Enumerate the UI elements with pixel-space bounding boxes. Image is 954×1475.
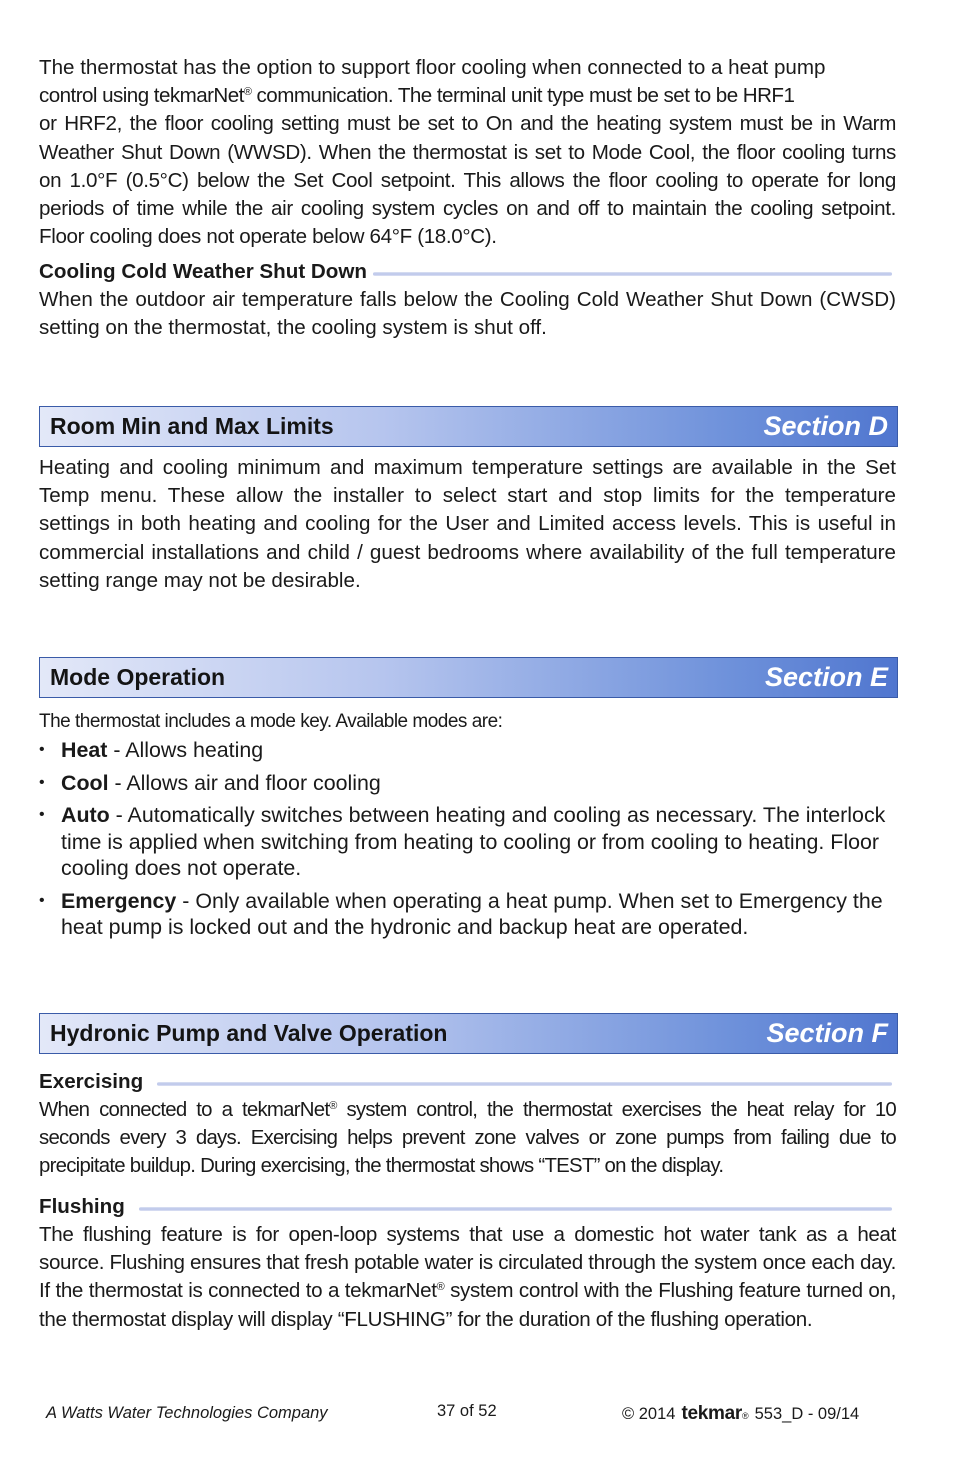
flushing-text-a: The flushing feature is for open-loop systems that use a domestic hot water tank as a heat source. Flushing ensures that fresh potable water is circulated through the system once each day. If the thermostat is connected to a tekmarNet xyxy=(39,1223,896,1303)
bullet: • xyxy=(39,773,45,791)
heading-rule xyxy=(139,1207,892,1211)
exercising-block xyxy=(39,1068,896,1181)
section-e-bar xyxy=(39,657,898,698)
intro-text-c: communication. The terminal unit type must be set to be HRF1 xyxy=(251,84,795,108)
mode-desc: - Allows air and floor cooling xyxy=(108,770,381,795)
mode-desc: - Only available when operating a heat pump. When set to Emergency the heat pump is locked out and the hydronic and backup heat are operated. xyxy=(61,888,883,939)
registered-mark: ® xyxy=(436,1281,445,1294)
footer-doc-id: 553_D - 09/14 xyxy=(754,1405,860,1423)
footer-right: © 2014 tekmar ® 553_D - 09/14 xyxy=(622,1403,860,1424)
section-e-label: Section E xyxy=(764,662,888,692)
mode-list xyxy=(39,737,896,941)
flushing-text-b: system control with the Flushing feature turned on, the thermostat display will display “FLUSHING” for the duration of the flushing operation. xyxy=(39,1279,896,1331)
tekmar-logo: tekmar xyxy=(681,1403,742,1424)
exercising-heading xyxy=(39,1068,896,1096)
section-e-intro: The thermostat includes a mode key. Available modes are: xyxy=(39,711,503,732)
mode-name: Auto xyxy=(61,803,110,827)
mode-auto xyxy=(39,802,896,882)
section-d-label: Section D xyxy=(763,411,888,441)
heading-rule xyxy=(157,1082,892,1086)
mode-name: Heat xyxy=(61,738,108,762)
flushing-block xyxy=(39,1193,896,1334)
mode-heat xyxy=(39,737,896,764)
registered-mark: ® xyxy=(243,86,252,99)
flushing-heading-text: Flushing xyxy=(39,1195,125,1218)
section-f-label: Section F xyxy=(766,1018,888,1048)
section-d-bar xyxy=(39,406,898,447)
registered-mark: ® xyxy=(329,1100,337,1112)
section-f-bar xyxy=(39,1013,898,1054)
exercising-text xyxy=(39,1096,896,1181)
section-d-body xyxy=(39,454,896,595)
mode-name: Emergency xyxy=(61,888,177,913)
bullet: • xyxy=(39,806,45,823)
section-e-title: Mode Operation xyxy=(50,664,226,690)
intro-paragraph xyxy=(39,54,896,251)
section-e-body xyxy=(39,708,896,941)
footer-company: A Watts Water Technologies Company xyxy=(46,1404,328,1422)
cwsd-text: When the outdoor air temperature falls below the Cooling Cold Weather Shut Down (CWSD) setting on the thermostat, the cooling system is shut off. xyxy=(39,288,896,340)
intro-text-d: or HRF2, the floor cooling setting must be set to On and the heating system must be in Warm Weather Shut Down (WWSD). When the thermostat is set to Mode Cool, the floor cooling turns on 1.0°F (0.5°C) below the Set Cool setpoint. This allows the floor cooling to operate for long periods of time while the air cooling system cycles on and off to maintain the cooling setpoint. Floor cooling does not operate below 64°F (18.0°C). xyxy=(39,112,896,249)
section-d-text: Heating and cooling minimum and maximum temperature settings are available in the Set Temp menu. These allow the installer to select start and stop limits for the temperature settings in both heating and cooling for the User and Limited access levels. This is useful in commercial installations and child / guest bedrooms where availability of the full temperature setting range may not be desirable. xyxy=(39,456,896,592)
mode-emergency xyxy=(39,888,896,941)
section-d-title: Room Min and Max Limits xyxy=(50,413,334,439)
bullet: • xyxy=(39,891,45,909)
cwsd-heading-text: Cooling Cold Weather Shut Down xyxy=(39,260,367,283)
intro-line-1: The thermostat has the option to support floor cooling when connected to a heat pump xyxy=(39,56,826,79)
cwsd-block xyxy=(39,258,896,342)
bullet: • xyxy=(39,741,45,758)
heading-rule xyxy=(373,272,892,276)
footer-page-number: 37 of 52 xyxy=(437,1402,497,1420)
section-f-title: Hydronic Pump and Valve Operation xyxy=(50,1020,448,1046)
exercising-text-a: When connected to a tekmarNet xyxy=(39,1099,330,1121)
exercising-heading-text: Exercising xyxy=(39,1070,144,1093)
mode-cool xyxy=(39,770,896,797)
cwsd-heading xyxy=(39,258,896,286)
flushing-text xyxy=(39,1221,896,1334)
mode-desc: - Allows heating xyxy=(107,738,264,762)
exercising-text-b: system control, the thermostat exercises the heat relay for 10 seconds every 3 days. Exercising helps prevent zone valves or zone pumps from failing due to precipitate buildup. During exercising, the thermostat shows “TEST” on the display. xyxy=(39,1099,896,1178)
flushing-heading xyxy=(39,1193,896,1221)
mode-desc: - Automatically switches between heating and cooling as necessary. The interlock time is applied when switching from heating to cooling or from cooling to heating. Floor cooling does not operate. xyxy=(61,803,886,880)
mode-name: Cool xyxy=(61,770,109,795)
intro-text-b: control using tekmarNet xyxy=(39,84,244,108)
footer-copyright: © 2014 xyxy=(622,1405,676,1423)
